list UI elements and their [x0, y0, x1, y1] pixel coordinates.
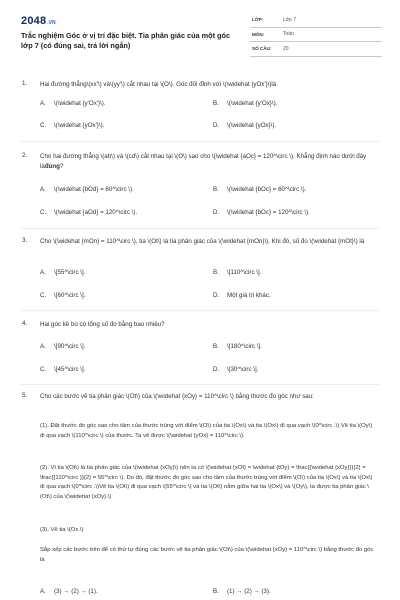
meta-row-class	[250, 13, 382, 28]
question-text	[40, 152, 380, 171]
option-letter: D.	[213, 122, 220, 129]
option-letter: B.	[213, 100, 219, 107]
question-number: 4.	[22, 320, 28, 327]
question-emphasis: đúng	[44, 162, 60, 170]
question-divider	[20, 310, 380, 311]
question-divider	[20, 228, 380, 229]
option-letter: A.	[40, 588, 46, 595]
option-text: \(\widehat {yOx}\).	[227, 122, 277, 129]
option-letter: C.	[40, 292, 47, 299]
step-3: (3). Vẽ tia \(Ox.\)	[40, 527, 84, 533]
option-b[interactable]	[213, 343, 262, 350]
question-number: 3.	[22, 237, 28, 244]
option-text: \[180^\circ \].	[227, 343, 262, 350]
option-letter: B.	[213, 343, 219, 350]
option-letter: C.	[40, 122, 47, 129]
option-text: \(\widehat {y'Ox}\).	[227, 100, 278, 107]
option-letter: B.	[213, 186, 219, 193]
option-a[interactable]	[40, 186, 134, 193]
option-text: \(\widehat {bOc} = 120^\circ \).	[227, 209, 310, 216]
option-text: \(\widehat {yOx'}\).	[54, 122, 105, 129]
option-text: \[55^\circ \].	[54, 269, 86, 276]
option-text: \(\widehat {bOc} = 60^\circ \).	[227, 186, 307, 193]
option-letter: A.	[40, 269, 46, 276]
option-b[interactable]	[213, 186, 306, 193]
meta-row-subject	[250, 28, 382, 43]
question-divider	[20, 141, 380, 142]
step-1: (1). Đặt thước đo góc sao cho tâm của thước trùng với điểm \(O\) của tia \(Ox\) và tia \(Ox\) đi qua vạch \(0^\circ .\) Vẽ tia \(Oy\) đi qua vạch \(110^\circ \) của thước. Ta vẽ được \(\widehat {yOx} = 110^\circ \).	[40, 423, 373, 439]
option-letter: A.	[40, 100, 46, 107]
option-c[interactable]	[40, 209, 137, 216]
option-text: \[30^\circ \].	[227, 366, 259, 373]
question-text-main: Cho hai đường thẳng \(ab\) và \(cd\) cắt nhau tại \(O\) sao cho \(\widehat {aOc} = 120^\circ \). Khẳng định nào dưới đây là	[40, 153, 367, 170]
question-number: 5.	[22, 392, 28, 399]
meta-label: LỚP:	[252, 17, 264, 23]
option-b[interactable]	[213, 588, 271, 595]
option-text: \(\widehat {y'Ox'}\).	[54, 100, 106, 107]
logo-text: 2048	[21, 15, 47, 27]
option-b[interactable]	[213, 100, 277, 107]
option-letter: C.	[40, 366, 47, 373]
option-letter: D.	[213, 209, 220, 216]
option-text: Một giá trị khác.	[227, 292, 271, 299]
document-title: Trắc nghiệm Góc ở vị trí đặc biệt. Tia phân giác của một góc lớp 7 (có đúng sai, trả lời ngắn)	[21, 31, 231, 50]
option-c[interactable]	[40, 366, 85, 373]
option-text: \[90^\circ \].	[54, 343, 86, 350]
option-text: \(\widehat {bOd} = 60^\circ \).	[54, 186, 134, 193]
option-a[interactable]	[40, 588, 98, 595]
option-letter: C.	[40, 209, 47, 216]
option-letter: A.	[40, 343, 46, 350]
option-b[interactable]	[213, 269, 261, 276]
document-header	[0, 0, 400, 60]
meta-label: SỐ CÂU:	[252, 46, 272, 52]
question-text-end: ?	[59, 162, 64, 170]
step-question: Sắp xếp các bước trên để có thứ tự đúng các bước vẽ tia phân giác \(Ot\) của \(\widehat {xOy} = 110^\circ \) bằng thước đo góc là	[40, 547, 374, 563]
option-letter: B.	[213, 588, 219, 595]
meta-value: 20	[283, 45, 289, 52]
option-c[interactable]	[40, 292, 85, 299]
option-d[interactable]	[213, 209, 310, 216]
option-text: (1) → (2) → (3).	[227, 588, 271, 595]
option-d[interactable]	[213, 122, 276, 129]
question-text: Hai góc kề bù có tổng số đo bằng bao nhiêu?	[40, 321, 165, 328]
question-number: 1.	[22, 80, 28, 87]
logo-suffix: .VN	[47, 20, 56, 26]
option-letter: B.	[213, 269, 219, 276]
option-letter: D.	[213, 292, 220, 299]
option-text: \[45^\circ \].	[54, 366, 86, 373]
meta-row-count	[250, 42, 382, 57]
question-text: Cho các bước vẽ tia phân giác \(Ot\) của \(\widehat {xOy} = 110^\circ \) bằng thước đo góc như sau:	[40, 393, 314, 400]
option-a[interactable]	[40, 100, 106, 107]
meta-label: MÔN:	[252, 31, 265, 37]
option-text: \[110^\circ \].	[227, 269, 262, 276]
option-d[interactable]	[213, 366, 258, 373]
meta-value: Lớp 7	[283, 16, 297, 23]
question-number: 2.	[22, 152, 28, 159]
option-a[interactable]	[40, 343, 85, 350]
step-2: (2). Vì tia \(Ot\) là tia phân giác của \(\widehat {xOy}\) nên ta có \(\widehat {xOt} = \widehat {tOy} = \frac{{\widehat {xOy}}}{2} = \frac{{110^\circ }}{2} = 55^\circ \). Do đó, đặt thước đo góc sao cho tâm của thước trùng với điểm \(O\) của tia \(Ox\) và tia \(Ox\) đi qua vạch \(0^\circ .\)Vẽ tia \(Ot\) đi qua vạch \(55^\circ \) và tia \(Ot\) nằm giữa hai tia \(Ox\) và \(Oy\), ta được tia phân giác \(Ot\) của \(\widehat {xOy}.\)	[40, 465, 373, 500]
option-letter: A.	[40, 186, 46, 193]
question-text: Hai đường thẳng\(xx'\) và\(yy'\) cắt nhau tại \(O\). Góc đối đỉnh với \(\widehat {yOx'}\)là	[40, 81, 277, 88]
meta-value: Toán	[283, 31, 294, 38]
option-c[interactable]	[40, 122, 104, 129]
question-divider	[20, 384, 380, 385]
option-d[interactable]	[213, 292, 271, 299]
option-letter: D.	[213, 366, 220, 373]
option-a[interactable]	[40, 269, 85, 276]
option-text: (3) → (2) → (1).	[54, 588, 98, 595]
question-text: Cho \(\widehat {mOn} = 110^\circ \), tia \(Ot\) là tia phân giác của \(\widehat {mOn}\). Khi đó, số đo \(\widehat {mOt}\) là	[40, 238, 365, 245]
option-text: \[60^\circ \].	[54, 292, 86, 299]
meta-table	[250, 13, 382, 57]
site-logo[interactable]	[21, 15, 56, 29]
option-text: \(\widehat {aOd} = 120^\circ \).	[54, 209, 138, 216]
